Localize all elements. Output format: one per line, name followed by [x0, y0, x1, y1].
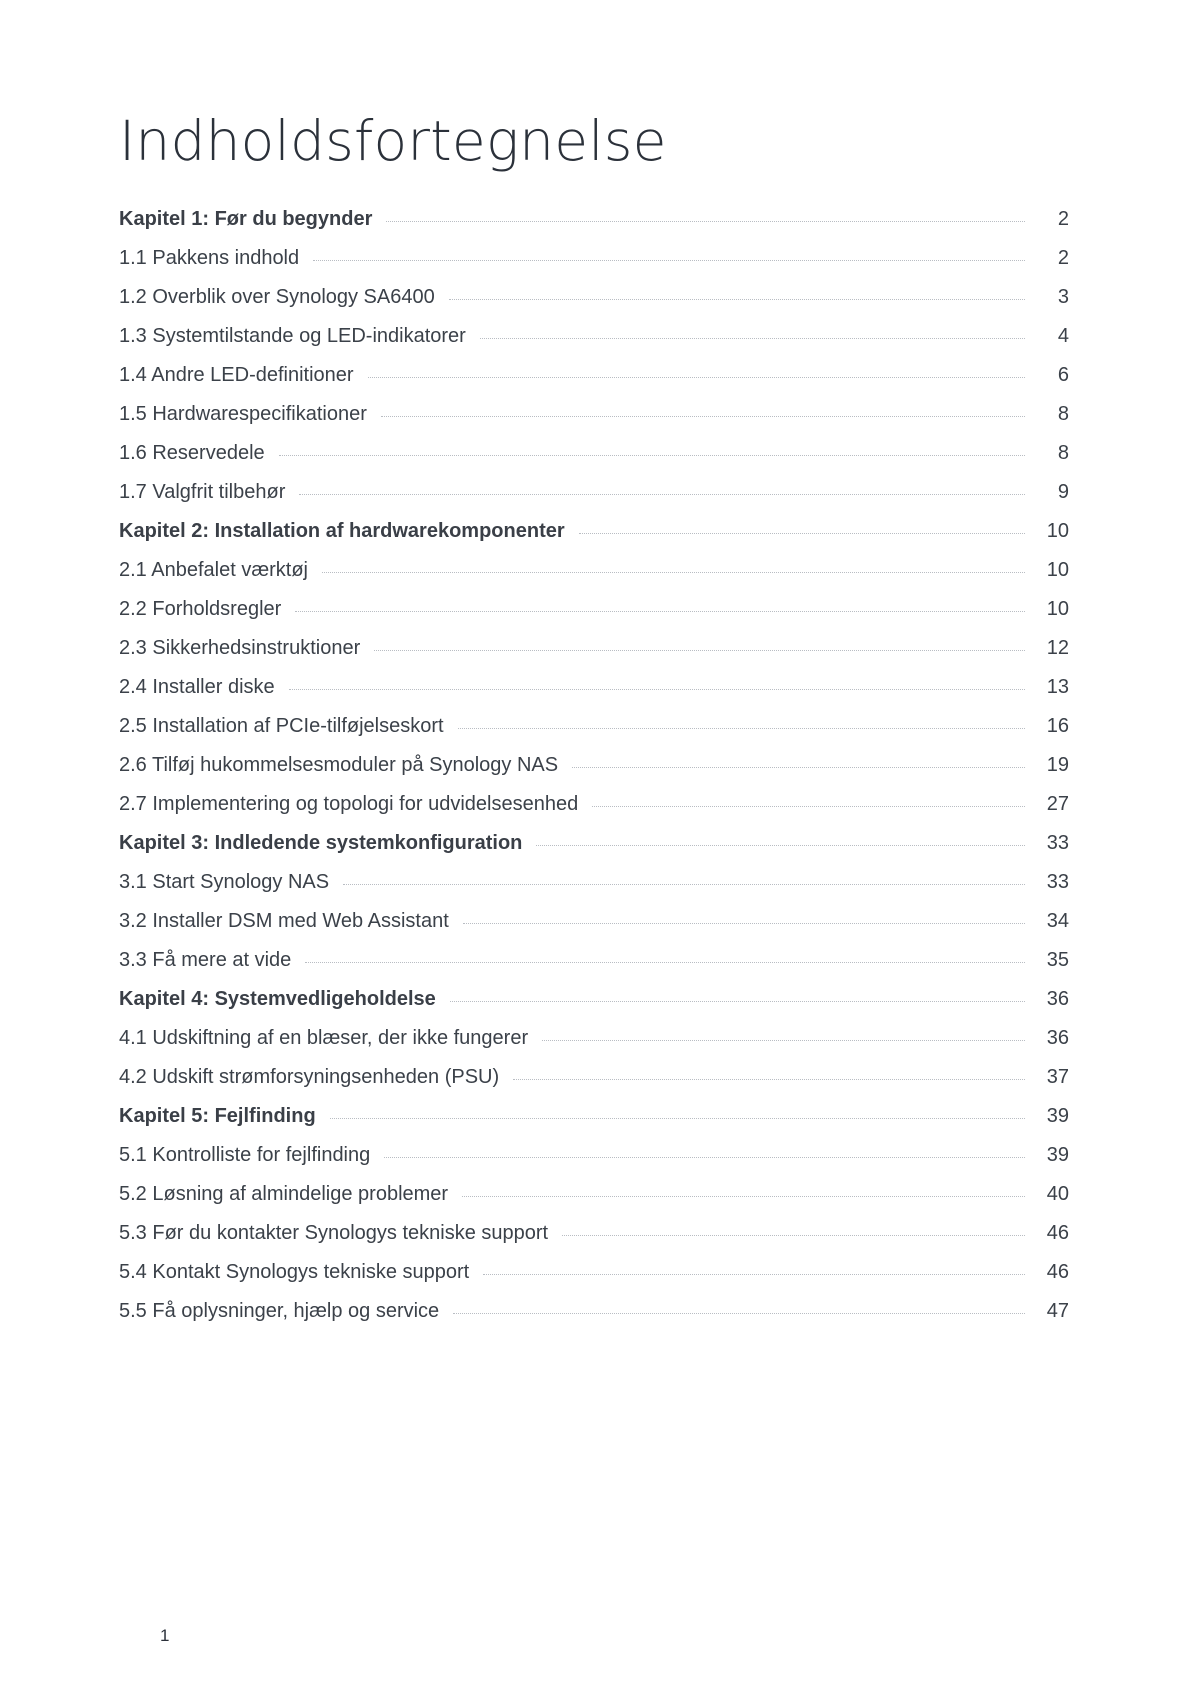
toc-dot-leader — [386, 221, 1025, 222]
toc-entry-title: Kapitel 2: Installation af hardwarekomponenter — [119, 520, 565, 542]
toc-entry-title: 2.6 Tilføj hukommelsesmoduler på Synology NAS — [119, 754, 559, 776]
toc-section-entry[interactable] — [119, 277, 1069, 316]
toc-entry-page: 3 — [1057, 286, 1069, 308]
toc-entry-page: 12 — [1046, 637, 1069, 659]
toc-dot-leader — [305, 962, 1025, 963]
toc-dot-leader — [374, 650, 1025, 651]
toc-section-entry[interactable] — [119, 667, 1069, 706]
toc-section-entry[interactable] — [119, 433, 1069, 472]
toc-section-entry[interactable] — [119, 1252, 1069, 1291]
toc-entry-page: 33 — [1046, 832, 1069, 854]
toc-entry-page: 13 — [1046, 676, 1069, 698]
toc-section-entry[interactable] — [119, 355, 1069, 394]
toc-section-entry[interactable] — [119, 628, 1069, 667]
toc-dot-leader — [299, 494, 1025, 495]
toc-entry-page: 47 — [1046, 1300, 1069, 1322]
toc-entry-page: 36 — [1046, 988, 1069, 1010]
toc-dot-leader — [536, 845, 1025, 846]
toc-entry-title: 1.1 Pakkens indhold — [119, 247, 300, 269]
toc-entry-page: 39 — [1046, 1105, 1069, 1127]
toc-entry-page: 39 — [1046, 1144, 1069, 1166]
toc-entry-page: 27 — [1046, 793, 1069, 815]
toc-dot-leader — [513, 1079, 1025, 1080]
toc-section-entry[interactable] — [119, 706, 1069, 745]
toc-entry-page: 2 — [1057, 247, 1069, 269]
toc-section-entry[interactable] — [119, 316, 1069, 355]
toc-dot-leader — [462, 1196, 1025, 1197]
toc-dot-leader — [322, 572, 1025, 573]
toc-entry-title: 1.4 Andre LED-definitioner — [119, 364, 354, 386]
toc-entry-page: 35 — [1046, 949, 1069, 971]
table-of-contents — [119, 199, 1069, 1330]
toc-chapter-entry[interactable] — [119, 979, 1069, 1018]
toc-entry-title: 2.2 Forholdsregler — [119, 598, 282, 620]
toc-entry-page: 10 — [1046, 598, 1069, 620]
toc-dot-leader — [562, 1235, 1025, 1236]
toc-dot-leader — [295, 611, 1025, 612]
toc-dot-leader — [458, 728, 1025, 729]
toc-entry-title: 1.6 Reservedele — [119, 442, 265, 464]
toc-section-entry[interactable] — [119, 1174, 1069, 1213]
toc-entry-title: 3.2 Installer DSM med Web Assistant — [119, 910, 449, 932]
toc-dot-leader — [483, 1274, 1025, 1275]
toc-entry-page: 10 — [1046, 520, 1069, 542]
toc-entry-title: 5.5 Få oplysninger, hjælp og service — [119, 1300, 440, 1322]
toc-section-entry[interactable] — [119, 1135, 1069, 1174]
toc-entry-page: 33 — [1046, 871, 1069, 893]
toc-section-entry[interactable] — [119, 1057, 1069, 1096]
toc-section-entry[interactable] — [119, 745, 1069, 784]
toc-entry-title: 2.4 Installer diske — [119, 676, 275, 698]
toc-entry-title: 5.4 Kontakt Synologys tekniske support — [119, 1261, 470, 1283]
toc-entry-page: 34 — [1046, 910, 1069, 932]
toc-entry-page: 36 — [1046, 1027, 1069, 1049]
toc-section-entry[interactable] — [119, 394, 1069, 433]
toc-dot-leader — [343, 884, 1025, 885]
toc-dot-leader — [579, 533, 1025, 534]
toc-section-entry[interactable] — [119, 589, 1069, 628]
toc-dot-leader — [450, 1001, 1025, 1002]
toc-entry-title: 2.3 Sikkerhedsinstruktioner — [119, 637, 361, 659]
toc-chapter-entry[interactable] — [119, 823, 1069, 862]
toc-entry-title: 3.1 Start Synology NAS — [119, 871, 330, 893]
toc-dot-leader — [384, 1157, 1025, 1158]
page-number: 1 — [160, 1626, 170, 1645]
toc-section-entry[interactable] — [119, 862, 1069, 901]
toc-section-entry[interactable] — [119, 472, 1069, 511]
toc-dot-leader — [463, 923, 1025, 924]
toc-dot-leader — [289, 689, 1025, 690]
toc-dot-leader — [480, 338, 1025, 339]
toc-entry-page: 6 — [1057, 364, 1069, 386]
toc-section-entry[interactable] — [119, 1018, 1069, 1057]
toc-chapter-entry[interactable] — [119, 1096, 1069, 1135]
page-title: Indholdsfortegnelse — [119, 109, 667, 173]
toc-entry-page: 46 — [1046, 1261, 1069, 1283]
toc-entry-title: 5.1 Kontrolliste for fejlfinding — [119, 1144, 371, 1166]
toc-dot-leader — [572, 767, 1025, 768]
toc-section-entry[interactable] — [119, 901, 1069, 940]
toc-entry-title: Kapitel 5: Fejlfinding — [119, 1105, 316, 1127]
toc-section-entry[interactable] — [119, 550, 1069, 589]
toc-entry-page: 16 — [1046, 715, 1069, 737]
toc-entry-title: 3.3 Få mere at vide — [119, 949, 292, 971]
toc-entry-title: 2.7 Implementering og topologi for udvidelsesenhed — [119, 793, 579, 815]
toc-entry-title: Kapitel 4: Systemvedligeholdelse — [119, 988, 436, 1010]
toc-entry-title: 1.5 Hardwarespecifikationer — [119, 403, 367, 425]
toc-section-entry[interactable] — [119, 940, 1069, 979]
toc-entry-title: 5.2 Løsning af almindelige problemer — [119, 1183, 449, 1205]
toc-dot-leader — [542, 1040, 1025, 1041]
toc-entry-page: 4 — [1057, 325, 1069, 347]
toc-section-entry[interactable] — [119, 238, 1069, 277]
toc-entry-title: 1.3 Systemtilstande og LED-indikatorer — [119, 325, 466, 347]
toc-dot-leader — [330, 1118, 1025, 1119]
toc-dot-leader — [368, 377, 1025, 378]
toc-dot-leader — [592, 806, 1025, 807]
toc-entry-title: 1.7 Valgfrit tilbehør — [119, 481, 286, 503]
toc-dot-leader — [449, 299, 1025, 300]
toc-entry-title: Kapitel 3: Indledende systemkonfiguration — [119, 832, 523, 854]
toc-entry-page: 19 — [1046, 754, 1069, 776]
toc-entry-title: 2.5 Installation af PCIe-tilføjelseskort — [119, 715, 444, 737]
toc-entry-title: 2.1 Anbefalet værktøj — [119, 559, 308, 581]
toc-entry-page: 37 — [1046, 1066, 1069, 1088]
toc-entry-page: 9 — [1057, 481, 1069, 503]
toc-section-entry[interactable] — [119, 1213, 1069, 1252]
toc-entry-page: 8 — [1057, 403, 1069, 425]
toc-dot-leader — [381, 416, 1025, 417]
toc-entry-title: 4.2 Udskift strømforsyningsenheden (PSU) — [119, 1066, 500, 1088]
toc-entry-title: 1.2 Overblik over Synology SA6400 — [119, 286, 435, 308]
toc-entry-title: 5.3 Før du kontakter Synologys tekniske support — [119, 1222, 549, 1244]
toc-entry-page: 2 — [1057, 208, 1069, 230]
toc-entry-title: 4.1 Udskiftning af en blæser, der ikke fungerer — [119, 1027, 529, 1049]
toc-section-entry[interactable] — [119, 784, 1069, 823]
toc-dot-leader — [313, 260, 1025, 261]
toc-dot-leader — [453, 1313, 1025, 1314]
toc-entry-page: 10 — [1046, 559, 1069, 581]
toc-entry-page: 40 — [1046, 1183, 1069, 1205]
toc-entry-page: 8 — [1057, 442, 1069, 464]
toc-chapter-entry[interactable] — [119, 199, 1069, 238]
toc-section-entry[interactable] — [119, 1291, 1069, 1330]
toc-dot-leader — [279, 455, 1025, 456]
toc-chapter-entry[interactable] — [119, 511, 1069, 550]
toc-entry-title: Kapitel 1: Før du begynder — [119, 208, 373, 230]
toc-entry-page: 46 — [1046, 1222, 1069, 1244]
